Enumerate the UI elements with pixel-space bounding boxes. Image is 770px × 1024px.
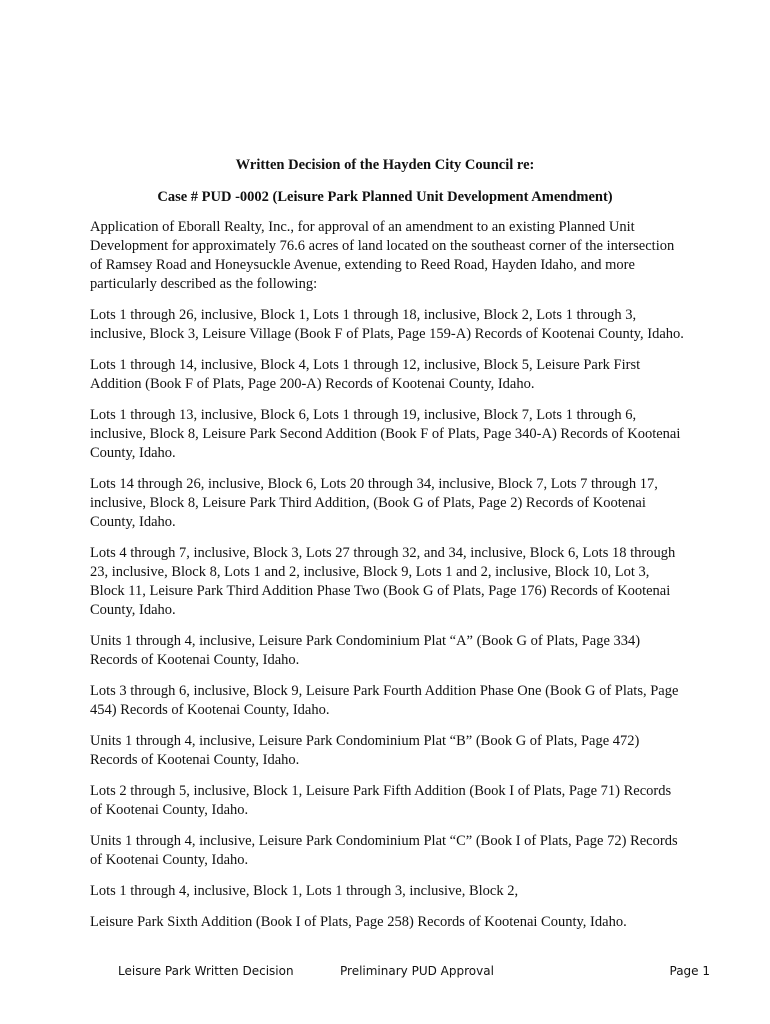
legal-description-paragraph: Lots 1 through 14, inclusive, Block 4, Lots 1 through 12, inclusive, Block 5, Leisure Park First Addition (Book F of Plats, Page 200-A) Records of Kootenai County, Idaho. (90, 357, 641, 392)
page-footer (118, 962, 710, 980)
legal-description-paragraph: Leisure Park Sixth Addition (Book I of Plats, Page 258) Records of Kootenai County, Idaho. (90, 914, 627, 930)
legal-description-paragraph: Units 1 through 4, inclusive, Leisure Park Condominium Plat “A” (Book G of Plats, Page 334) Records of Kootenai County, Idaho. (90, 633, 641, 668)
document-title: Written Decision of the Hayden City Council re: (235, 157, 535, 173)
legal-description-paragraph: Lots 3 through 6, inclusive, Block 9, Leisure Park Fourth Addition Phase One (Book G of Plats, Page 454) Records of Kootenai County, Idaho. (90, 683, 679, 718)
application-paragraph: Application of Eborall Realty, Inc., for approval of an amendment to an existing Planned Unit Development for approximately 76.6 acres of land located on the southeast corner of the intersection of Ramsey Road and Honeysuckle Avenue, extending to Reed Road, Hayden Idaho, and more particularly described as the following: (90, 219, 675, 292)
legal-description-paragraph: Units 1 through 4, inclusive, Leisure Park Condominium Plat “B” (Book G of Plats, Page 472) Records of Kootenai County, Idaho. (90, 733, 640, 768)
case-subtitle: Case # PUD -0002 (Leisure Park Planned Unit Development Amendment) (157, 189, 613, 205)
legal-description-paragraph: Lots 1 through 26, inclusive, Block 1, Lots 1 through 18, inclusive, Block 2, Lots 1 through 3, inclusive, Block 3, Leisure Village (Book F of Plats, Page 159-A) Records of Kootenai County, Idaho. (90, 307, 684, 342)
footer-document-name: Leisure Park Written Decision (118, 964, 294, 978)
legal-description-paragraph: Lots 1 through 4, inclusive, Block 1, Lots 1 through 3, inclusive, Block 2, (90, 883, 519, 899)
page-number: Page 1 (669, 964, 710, 978)
legal-description-paragraph: Lots 14 through 26, inclusive, Block 6, Lots 20 through 34, inclusive, Block 7, Lots 7 through 17, inclusive, Block 8, Leisure Park Third Addition, (Book G of Plats, Page 2) Records of Kootenai County, Idaho. (90, 476, 658, 530)
legal-description-paragraph: Units 1 through 4, inclusive, Leisure Park Condominium Plat “C” (Book I of Plats, Page 72) Records of Kootenai County, Idaho. (90, 833, 678, 868)
footer-approval-type: Preliminary PUD Approval (340, 964, 494, 978)
document-body (90, 218, 684, 944)
legal-description-paragraph: Lots 1 through 13, inclusive, Block 6, Lots 1 through 19, inclusive, Block 7, Lots 1 through 6, inclusive, Block 8, Leisure Park Second Addition (Book F of Plats, Page 340-A) Records of Kootenai County, Idaho. (90, 407, 681, 461)
legal-description-paragraph: Lots 4 through 7, inclusive, Block 3, Lots 27 through 32, and 34, inclusive, Block 6, Lots 18 through 23, inclusive, Block 8, Lots 1 and 2, inclusive, Block 9, Lots 1 and 2, inclusive, Block 10, Lot 3, Block 11, Leisure Park Third Addition Phase Two (Book G of Plats, Page 176) Records of Kootenai County, Idaho. (90, 545, 676, 618)
legal-description-paragraph: Lots 2 through 5, inclusive, Block 1, Leisure Park Fifth Addition (Book I of Plats, Page 71) Records of Kootenai County, Idaho. (90, 783, 672, 818)
